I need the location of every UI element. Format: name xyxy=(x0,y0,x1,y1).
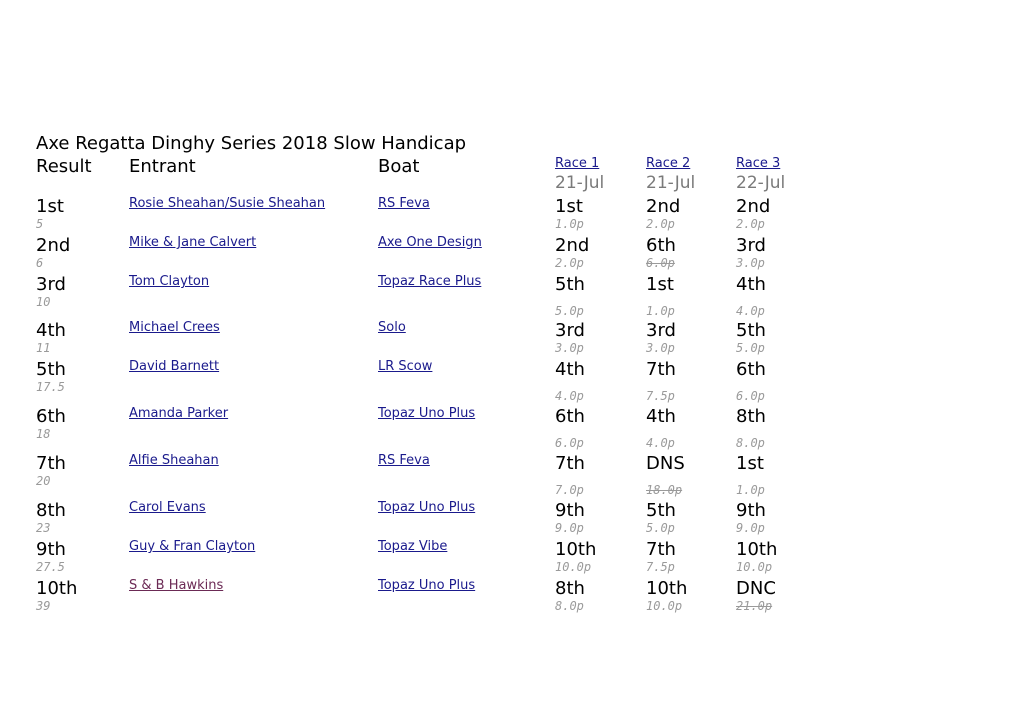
entrant-link[interactable]: Carol Evans xyxy=(129,500,206,515)
entrant-link[interactable]: Tom Clayton xyxy=(129,274,210,289)
race-1-place: 8th xyxy=(555,578,585,599)
race-1-points: 2.0p xyxy=(555,256,584,270)
total-points: 17.5 xyxy=(36,380,65,394)
result-header: Result xyxy=(36,156,92,177)
race-1-date: 21-Jul xyxy=(555,173,605,193)
result-position: 5th xyxy=(36,359,66,380)
race-2-place: 7th xyxy=(646,359,676,380)
total-points: 39 xyxy=(36,599,51,613)
race-1-points: 7.0p xyxy=(555,483,584,497)
boat-link[interactable]: Topaz Uno Plus xyxy=(378,500,476,515)
race-2-points: 4.0p xyxy=(646,436,675,450)
race-2-points: 6.0p xyxy=(646,256,675,270)
race-3-place: DNC xyxy=(736,578,776,599)
race-3-place: 2nd xyxy=(736,196,771,217)
page-title: Axe Regatta Dinghy Series 2018 Slow Handicap xyxy=(36,133,467,154)
race-3-points: 9.0p xyxy=(736,521,765,535)
total-points: 27.5 xyxy=(36,560,65,574)
race-1-place: 7th xyxy=(555,453,585,474)
race-3-place: 10th xyxy=(736,539,778,560)
race-2-points: 2.0p xyxy=(646,217,675,231)
entrant-link[interactable]: Mike & Jane Calvert xyxy=(129,235,257,250)
race-3-place: 6th xyxy=(736,359,766,380)
boat-link[interactable]: Topaz Uno Plus xyxy=(378,406,476,421)
race-1-place: 2nd xyxy=(555,235,590,256)
race-2-place: 3rd xyxy=(646,320,676,341)
total-points: 5 xyxy=(36,217,44,231)
race-3-place: 3rd xyxy=(736,235,766,256)
race-1-points: 9.0p xyxy=(555,521,584,535)
race-3-points: 1.0p xyxy=(736,483,765,497)
race-2-points: 7.5p xyxy=(646,389,675,403)
boat-link[interactable]: LR Scow xyxy=(378,359,433,374)
total-points: 20 xyxy=(36,474,51,488)
race-3-link[interactable]: Race 3 xyxy=(736,156,781,171)
entrant-link[interactable]: Michael Crees xyxy=(129,320,220,335)
race-1-place: 3rd xyxy=(555,320,585,341)
race-3-points: 3.0p xyxy=(736,256,765,270)
race-3-place: 9th xyxy=(736,500,766,521)
race-3-place: 8th xyxy=(736,406,766,427)
race-1-points: 1.0p xyxy=(555,217,584,231)
boat-link[interactable]: Topaz Race Plus xyxy=(378,274,482,289)
boat-link[interactable]: RS Feva xyxy=(378,453,430,468)
result-position: 1st xyxy=(36,196,64,217)
race-2-place: 6th xyxy=(646,235,676,256)
result-position: 7th xyxy=(36,453,66,474)
entrant-link[interactable]: David Barnett xyxy=(129,359,220,374)
result-position: 3rd xyxy=(36,274,66,295)
race-1-place: 6th xyxy=(555,406,585,427)
race-2-place: 1st xyxy=(646,274,674,295)
entrant-link[interactable]: Guy & Fran Clayton xyxy=(129,539,256,554)
race-1-points: 3.0p xyxy=(555,341,584,355)
race-2-place: DNS xyxy=(646,453,685,474)
total-points: 6 xyxy=(36,256,44,270)
entrant-header: Entrant xyxy=(129,156,196,177)
race-2-points: 18.0p xyxy=(646,483,683,497)
boat-link[interactable]: Solo xyxy=(378,320,406,335)
result-position: 4th xyxy=(36,320,66,341)
race-3-points: 4.0p xyxy=(736,304,765,318)
race-3-place: 5th xyxy=(736,320,766,341)
race-2-points: 3.0p xyxy=(646,341,675,355)
race-2-place: 4th xyxy=(646,406,676,427)
race-1-points: 4.0p xyxy=(555,389,584,403)
race-2-place: 7th xyxy=(646,539,676,560)
result-position: 10th xyxy=(36,578,78,599)
total-points: 10 xyxy=(36,295,51,309)
race-1-place: 9th xyxy=(555,500,585,521)
race-1-link[interactable]: Race 1 xyxy=(555,156,600,171)
race-2-points: 1.0p xyxy=(646,304,675,318)
race-1-place: 1st xyxy=(555,196,583,217)
result-position: 6th xyxy=(36,406,66,427)
race-1-place: 5th xyxy=(555,274,585,295)
race-3-points: 6.0p xyxy=(736,389,765,403)
entrant-link[interactable]: S & B Hawkins xyxy=(129,578,224,593)
race-2-link[interactable]: Race 2 xyxy=(646,156,691,171)
race-2-points: 5.0p xyxy=(646,521,675,535)
race-3-points: 8.0p xyxy=(736,436,765,450)
result-position: 9th xyxy=(36,539,66,560)
race-3-points: 2.0p xyxy=(736,217,765,231)
race-1-points: 8.0p xyxy=(555,599,584,613)
total-points: 11 xyxy=(36,341,51,355)
race-1-points: 6.0p xyxy=(555,436,584,450)
entrant-link[interactable]: Alfie Sheahan xyxy=(129,453,219,468)
race-3-place: 1st xyxy=(736,453,764,474)
race-2-date: 21-Jul xyxy=(646,173,696,193)
boat-link[interactable]: Topaz Vibe xyxy=(378,539,448,554)
race-2-place: 2nd xyxy=(646,196,681,217)
race-1-points: 10.0p xyxy=(555,560,592,574)
total-points: 23 xyxy=(36,521,51,535)
race-2-points: 7.5p xyxy=(646,560,675,574)
boat-link[interactable]: Topaz Uno Plus xyxy=(378,578,476,593)
entrant-link[interactable]: Rosie Sheahan/Susie Sheahan xyxy=(129,196,326,211)
race-3-place: 4th xyxy=(736,274,766,295)
boat-link[interactable]: Axe One Design xyxy=(378,235,482,250)
race-3-points: 10.0p xyxy=(736,560,773,574)
race-1-place: 10th xyxy=(555,539,597,560)
result-position: 8th xyxy=(36,500,66,521)
boat-link[interactable]: RS Feva xyxy=(378,196,430,211)
race-3-points: 21.0p xyxy=(736,599,773,613)
race-1-points: 5.0p xyxy=(555,304,584,318)
race-3-date: 22-Jul xyxy=(736,173,786,193)
total-points: 18 xyxy=(36,427,51,441)
race-3-points: 5.0p xyxy=(736,341,765,355)
race-1-place: 4th xyxy=(555,359,585,380)
boat-header: Boat xyxy=(378,156,420,177)
race-2-place: 5th xyxy=(646,500,676,521)
result-position: 2nd xyxy=(36,235,71,256)
entrant-link[interactable]: Amanda Parker xyxy=(129,406,229,421)
race-2-points: 10.0p xyxy=(646,599,683,613)
race-2-place: 10th xyxy=(646,578,688,599)
